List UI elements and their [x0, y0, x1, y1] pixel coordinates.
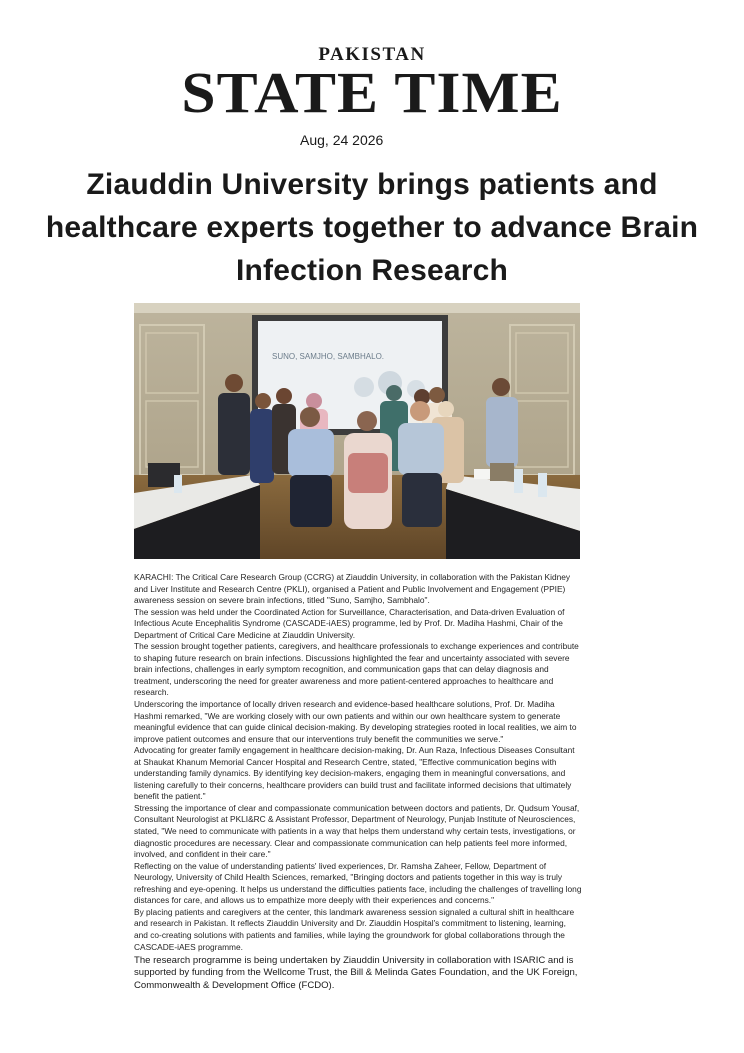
article-paragraph: Stressing the importance of clear and compassionate communication between doctors and patients, Dr. Qudsum Yousaf, Consultant Neurologist at PKLI&RC & Assistant Professor, Department of Neurology, Punjab Institute of Neurosciences, stated, "We need to communicate with patients in a way that helps them understand why certain tests, investigations, or diagnostic procedures are necessary. Clear and compassionate communication can help patients feel more informed, involved, and confident in their care." — [134, 802, 580, 860]
projector-screen-text: SUNO, SAMJHO, SAMBHALO. — [272, 352, 385, 361]
masthead-top-word: PAKISTAN — [318, 44, 426, 65]
article-paragraph: KARACHI: The Critical Care Research Group (CCRG) at Ziauddin University, in collaboration with the Pakistan Kidney and Liver Institute and Research Centre (PKLI), organised a Patient and Public Involvement and Engagement (PPIE) awareness session on severe brain infections, titled "Suno, Samjho, Sambhalo". — [134, 572, 571, 606]
article-headline: Ziauddin University brings patients and healthcare experts together to advance Brain Infection Research — [45, 168, 699, 287]
article-closing-paragraph: The research programme is being undertaken by Ziauddin University in collaboration with ISARIC and is supported by funding from the Wellcome Trust, the Bill & Melinda Gates Foundation, and the UK Foreign, Commonwealth & Development Office (FCDO). — [134, 955, 578, 991]
article-paragraph: Advocating for greater family engagement in healthcare decision-making, Dr. Aun Raza, Infectious Diseases Consultant at Shaukat Khanum Memorial Cancer Hospital and Research Centre, stated, "Effective communication begins with understanding family dynamics. By identifying key decision-makers, engaging them in meaningful conversations, and listening carefully to their concerns, healthcare providers can build trust and facilitate informed decisions that ultimately benefit the patient." — [134, 745, 575, 802]
masthead — [0, 44, 744, 125]
article-photo — [134, 303, 580, 559]
article-paragraph: The session brought together patients, caregivers, and healthcare professionals to exchange experiences and contribute to shaping future research on brain infections. Discussions highlighted the fear and uncertainty associated with severe brain infections, challenges in early symptom recognition, and communication gaps that can delay diagnosis and treatment, underscoring the need for greater awareness and more patient-centered approaches to healthcare and research. — [134, 641, 579, 698]
article-paragraph: Reflecting on the value of understanding patients' lived experiences, Dr. Ramsha Zaheer, Fellow, Department of Neurology, University of Child Health Sciences, remarked, "Bringing doctors and patients together in this way is truly refreshing and eye-opening. It helps us understand the difficulties patients face, including the challenges of travelling long distances for care, and allows us to empathize more deeply with their experiences and concerns." — [134, 860, 582, 906]
article-paragraph: Underscoring the importance of locally driven research and evidence-based healthcare solutions, Prof. Dr. Madiha Hashmi remarked, "We are working closely with our own patients and within our own healthcare system to generate meaningful evidence that can guide clinical decision-making. By developing strategies rooted in local realities, we aim to improve patient outcomes and ensure that our interventions truly benefit the communities we serve." — [134, 699, 577, 744]
group-photo-illustration — [134, 303, 580, 559]
article-paragraph: By placing patients and caregivers at the center, this landmark awareness session signaled a cultural shift in healthcare and research in Pakistan. It reflects Ziauddin University and Dr. Ziauddin Hospital's commitment to listening, learning, and co-creating solutions with patients and families, while laying the groundwork for global collaborations through the CASCADE-iAES programme. — [134, 906, 575, 952]
publication-date: Aug, 24 2026 — [300, 132, 384, 148]
masthead-title: STATE TIME — [181, 60, 563, 125]
article-body — [134, 572, 582, 992]
article-paragraph: The session was held under the Coordinated Action for Surveillance, Characterisation, and Data-driven Evaluation of Infectious Acute Encephalitis Syndrome (CASCADE-iAES) programme, led by Prof. Dr. Madiha Hashmi, Chair of the Department of Critical Care Medicine at Ziauddin University. — [134, 606, 565, 640]
